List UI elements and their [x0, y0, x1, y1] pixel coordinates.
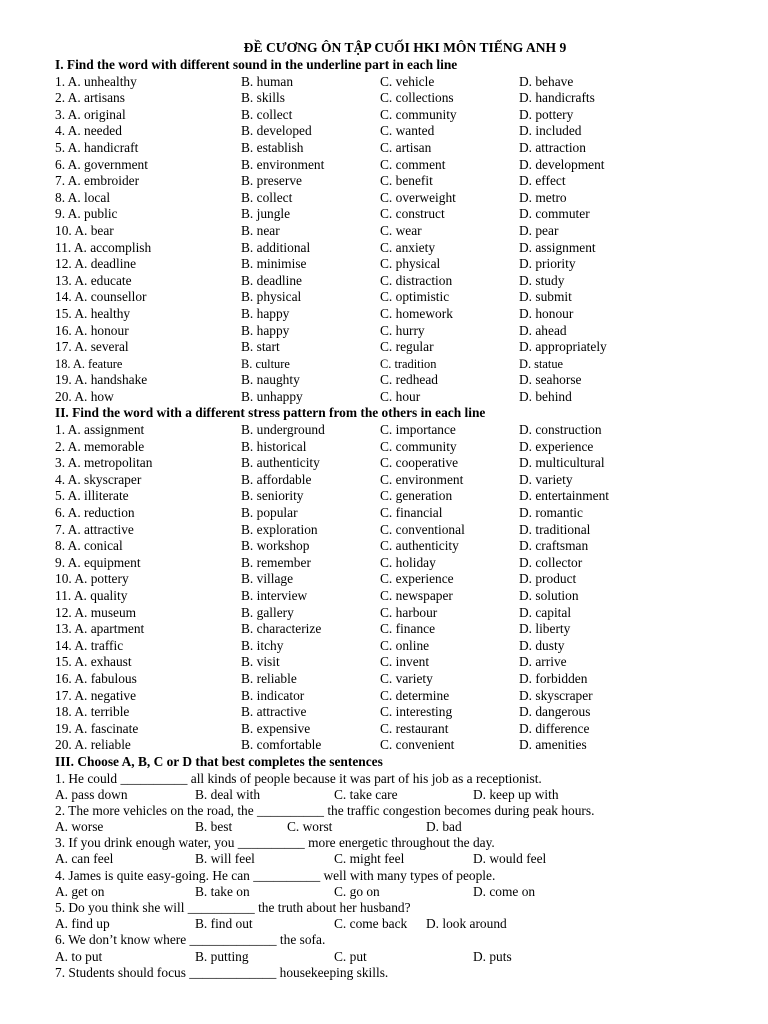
option-c: C. importance: [380, 422, 456, 438]
option-a: 12. A. museum: [55, 604, 137, 620]
option-a: A. pass down: [55, 786, 128, 802]
option-a: 14. A. counsellor: [55, 289, 147, 305]
option-b: B. happy: [241, 322, 290, 338]
option-c: C. regular: [380, 339, 434, 355]
option-a: 16. A. fabulous: [55, 670, 137, 686]
option-d: D. ahead: [519, 322, 567, 338]
option-c: C. variety: [380, 670, 433, 686]
question-row: [55, 638, 745, 655]
option-d: D. difference: [519, 720, 590, 736]
option-b: B. historical: [241, 438, 307, 454]
option-d: D. variety: [519, 471, 573, 487]
option-b: B. deal with: [195, 786, 261, 802]
option-c: C. cooperative: [380, 455, 459, 471]
option-c: C. online: [380, 637, 430, 653]
option-c: C. hour: [380, 388, 421, 404]
option-a: 9. A. public: [55, 206, 118, 222]
question-row: [55, 654, 745, 671]
option-c: C. come back: [334, 916, 408, 932]
section-2-heading: II. Find the word with a different stress pattern from the others in each line: [55, 405, 486, 421]
option-d: D. product: [519, 571, 577, 587]
option-a: A. can feel: [55, 851, 114, 867]
option-c: C. wanted: [380, 123, 435, 139]
option-d: D. attraction: [519, 139, 586, 155]
option-d: D. multicultural: [519, 455, 605, 471]
option-d: D. development: [519, 156, 605, 172]
option-c: C. put: [334, 948, 367, 964]
option-b: B. naughty: [241, 372, 300, 388]
question-row: [55, 173, 745, 190]
option-c: C. community: [380, 106, 457, 122]
option-d: D. metro: [519, 189, 567, 205]
option-d: D. bad: [426, 819, 462, 835]
option-b: B. gallery: [241, 604, 294, 620]
option-d: D. behind: [519, 388, 572, 404]
question-row: [55, 422, 745, 439]
question-5: 5. Do you think she will __________ the truth about her husband?: [55, 900, 411, 916]
option-c: C. homework: [380, 305, 453, 321]
question-5-options: [55, 916, 745, 932]
question-row: [55, 472, 745, 489]
option-a: 10. A. bear: [55, 222, 114, 238]
question-row: [55, 240, 745, 257]
option-b: B. collect: [241, 106, 293, 122]
option-a: 9. A. equipment: [55, 554, 141, 570]
option-a: 15. A. exhaust: [55, 654, 132, 670]
option-a: A. worse: [55, 819, 104, 835]
option-a: A. to put: [55, 948, 103, 964]
option-d: D. dusty: [519, 637, 565, 653]
option-b: B. attractive: [241, 704, 307, 720]
option-a: A. get on: [55, 883, 105, 899]
option-d: D. statue: [519, 356, 564, 371]
question-3-options: [55, 851, 745, 867]
question-2-options: [55, 819, 745, 835]
question-row: [55, 555, 745, 572]
option-a: 12. A. deadline: [55, 256, 137, 272]
option-a: 4. A. needed: [55, 123, 122, 139]
option-b: B. take on: [195, 883, 250, 899]
question-row: [55, 190, 745, 207]
option-b: B. exploration: [241, 521, 318, 537]
question-row: [55, 488, 745, 505]
question-row: [55, 306, 745, 323]
option-d: D. arrive: [519, 654, 567, 670]
question-6-options: [55, 949, 745, 965]
option-d: D. priority: [519, 256, 576, 272]
option-b: B. popular: [241, 505, 298, 521]
question-7: 7. Students should focus _____________ housekeeping skills.: [55, 964, 389, 980]
option-c: C. overweight: [380, 189, 456, 205]
option-d: D. dangerous: [519, 704, 591, 720]
option-b: B. culture: [241, 356, 290, 371]
question-row: [55, 339, 745, 356]
option-d: D. submit: [519, 289, 572, 305]
option-b: B. skills: [241, 90, 285, 106]
question-row: [55, 439, 745, 456]
question-row: [55, 455, 745, 472]
option-d: D. behave: [519, 73, 574, 89]
option-d: D. traditional: [519, 521, 591, 537]
option-d: D. craftsman: [519, 538, 589, 554]
option-d: D. seahorse: [519, 372, 582, 388]
question-row: [55, 505, 745, 522]
option-b: B. establish: [241, 139, 304, 155]
option-b: B. human: [241, 73, 294, 89]
option-a: 1. A. unhealthy: [55, 73, 137, 89]
question-row: [55, 123, 745, 140]
option-b: B. additional: [241, 239, 311, 255]
question-1-options: [55, 787, 745, 803]
option-b: B. jungle: [241, 206, 291, 222]
option-c: C. optimistic: [380, 289, 450, 305]
question-row: [55, 90, 745, 107]
question-row: [55, 323, 745, 340]
option-c: C. determine: [380, 687, 450, 703]
option-a: 14. A. traffic: [55, 637, 124, 653]
option-a: 3. A. metropolitan: [55, 455, 153, 471]
option-c: C. invent: [380, 654, 430, 670]
worksheet: [55, 40, 745, 981]
section-1-heading: I. Find the word with different sound in the underline part in each line: [55, 57, 458, 72]
option-a: 7. A. embroider: [55, 173, 140, 189]
option-a: 7. A. attractive: [55, 521, 134, 537]
section-3-heading: III. Choose A, B, C or D that best completes the sentences: [55, 753, 383, 769]
page-title: ĐỀ CƯƠNG ÔN TẬP CUỐI HKI MÔN TIẾNG ANH 9: [243, 40, 567, 55]
option-a: 15. A. healthy: [55, 305, 131, 321]
question-row: [55, 588, 745, 605]
question-row: [55, 688, 745, 705]
option-d: D. liberty: [519, 621, 571, 637]
option-c: C. collections: [380, 90, 454, 106]
option-a: 17. A. negative: [55, 687, 137, 703]
option-a: A. find up: [55, 916, 110, 932]
option-c: C. harbour: [380, 604, 438, 620]
option-b: B. near: [241, 222, 280, 238]
option-a: 20. A. reliable: [55, 737, 131, 753]
option-a: 11. A. quality: [55, 588, 128, 603]
option-c: C. take care: [334, 786, 398, 802]
option-b: B. itchy: [241, 637, 284, 653]
option-b: B. developed: [241, 123, 312, 139]
option-b: B. seniority: [241, 488, 304, 504]
option-d: D. pottery: [519, 106, 574, 122]
option-a: 8. A. conical: [55, 538, 123, 554]
question-3: 3. If you drink enough water, you __________ more energetic throughout the day.: [55, 835, 495, 851]
option-c: C. tradition: [380, 356, 437, 371]
option-b: B. minimise: [241, 256, 307, 272]
option-b: B. underground: [241, 422, 325, 438]
option-c: C. generation: [380, 488, 453, 504]
option-a: 6. A. reduction: [55, 505, 135, 521]
option-a: 16. A. honour: [55, 322, 129, 338]
option-c: C. community: [380, 438, 457, 454]
option-a: 19. A. fascinate: [55, 720, 139, 736]
option-a: 17. A. several: [55, 339, 129, 355]
option-b: B. expensive: [241, 720, 311, 736]
option-c: C. wear: [380, 222, 422, 238]
option-c: C. holiday: [380, 554, 436, 570]
option-d: D. assignment: [519, 239, 596, 255]
question-row: [55, 206, 745, 223]
option-b: B. characterize: [241, 621, 322, 637]
option-a: 8. A. local: [55, 189, 111, 205]
option-d: D. appropriately: [519, 339, 607, 355]
question-1: 1. He could __________ all kinds of people because it was part of his job as a receptionist.: [55, 770, 542, 786]
option-c: C. convenient: [380, 737, 455, 753]
option-b: B. preserve: [241, 173, 302, 189]
option-a: 11. A. accomplish: [55, 239, 152, 255]
question-row: [55, 289, 745, 306]
option-a: 1. A. assignment: [55, 422, 145, 438]
option-c: C. interesting: [380, 704, 453, 720]
option-a: 13. A. apartment: [55, 621, 145, 637]
option-d: D. puts: [473, 948, 512, 964]
option-a: 2. A. memorable: [55, 438, 145, 454]
option-d: D. commuter: [519, 206, 590, 222]
question-row: [55, 157, 745, 174]
option-b: B. authenticity: [241, 455, 320, 471]
option-d: D. effect: [519, 173, 566, 189]
section-2-list: [55, 422, 745, 754]
option-d: D. construction: [519, 422, 602, 438]
option-b: B. indicator: [241, 687, 305, 703]
option-a: 4. A. skyscraper: [55, 471, 142, 487]
question-row: [55, 223, 745, 240]
option-b: B. putting: [195, 948, 249, 964]
option-c: C. hurry: [380, 322, 425, 338]
question-row: [55, 538, 745, 555]
option-d: D. included: [519, 123, 582, 139]
option-a: 6. A. government: [55, 156, 148, 172]
question-row: [55, 704, 745, 721]
option-a: 18. A. feature: [55, 356, 123, 371]
option-a: 5. A. handicraft: [55, 139, 139, 155]
question-row: [55, 522, 745, 539]
option-d: D. capital: [519, 604, 572, 620]
option-d: D. romantic: [519, 505, 583, 521]
option-c: C. might feel: [334, 851, 405, 867]
option-c: C. restaurant: [380, 720, 449, 736]
option-d: D. honour: [519, 305, 574, 321]
question-row: [55, 721, 745, 738]
option-c: C. financial: [380, 505, 443, 521]
option-c: C. benefit: [380, 173, 433, 189]
option-b: B. interview: [241, 588, 308, 603]
section-1-list: [55, 74, 745, 406]
question-row: [55, 356, 745, 373]
question-row: [55, 74, 745, 91]
option-a: 2. A. artisans: [55, 90, 125, 106]
option-a: 5. A. illiterate: [55, 488, 129, 504]
question-row: [55, 605, 745, 622]
option-d: D. solution: [519, 588, 579, 603]
question-row: [55, 671, 745, 688]
question-row: [55, 107, 745, 124]
question-2: 2. The more vehicles on the road, the __________ the traffic congestion becomes during peak hours.: [55, 802, 595, 818]
option-d: D. entertainment: [519, 488, 609, 504]
option-b: B. will feel: [195, 851, 255, 867]
question-row: [55, 737, 745, 754]
option-c: C. redhead: [380, 372, 439, 388]
question-row: [55, 621, 745, 638]
option-c: C. distraction: [380, 272, 453, 288]
option-d: D. keep up with: [473, 786, 559, 802]
option-c: C. authenticity: [380, 538, 459, 554]
option-a: 19. A. handshake: [55, 372, 148, 388]
question-4: 4. James is quite easy-going. He can __________ well with many types of people.: [55, 867, 496, 883]
option-b: B. unhappy: [241, 388, 303, 404]
option-b: B. workshop: [241, 538, 310, 554]
option-b: B. happy: [241, 305, 290, 321]
option-c: C. vehicle: [380, 73, 435, 89]
option-d: D. pear: [519, 222, 559, 238]
question-row: [55, 389, 745, 406]
option-d: D. would feel: [473, 851, 547, 867]
question-row: [55, 273, 745, 290]
question-6: 6. We don’t know where _____________ the sofa.: [55, 932, 326, 948]
option-d: D. collector: [519, 554, 583, 570]
option-b: B. remember: [241, 554, 311, 570]
option-c: C. anxiety: [380, 239, 436, 255]
option-d: D. forbidden: [519, 670, 588, 686]
option-b: B. start: [241, 339, 280, 355]
option-a: 13. A. educate: [55, 272, 132, 288]
option-d: D. amenities: [519, 737, 587, 753]
option-c: C. experience: [380, 571, 454, 587]
option-a: 20. A. how: [55, 388, 114, 404]
option-b: B. environment: [241, 156, 325, 172]
question-4-options: [55, 884, 745, 900]
option-c: C. newspaper: [380, 588, 453, 603]
option-b: B. affordable: [241, 471, 312, 487]
option-d: D. study: [519, 272, 565, 288]
option-c: C. environment: [380, 471, 464, 487]
option-b: B. physical: [241, 289, 302, 305]
option-b: B. deadline: [241, 272, 302, 288]
option-c: C. physical: [380, 256, 441, 272]
option-c: C. go on: [334, 883, 380, 899]
option-c: C. worst: [287, 819, 333, 835]
option-c: C. comment: [380, 156, 446, 172]
option-b: B. village: [241, 571, 294, 587]
option-d: D. skyscraper: [519, 687, 593, 703]
option-c: C. conventional: [380, 521, 465, 537]
option-d: D. look around: [426, 916, 507, 932]
question-row: [55, 372, 745, 389]
question-row: [55, 140, 745, 157]
option-d: D. handicrafts: [519, 90, 595, 106]
option-d: D. come on: [473, 883, 536, 899]
question-row: [55, 256, 745, 273]
option-a: 10. A. pottery: [55, 571, 129, 587]
option-b: B. best: [195, 819, 233, 835]
option-b: B. comfortable: [241, 737, 322, 753]
option-b: B. visit: [241, 654, 280, 670]
option-a: 3. A. original: [55, 106, 126, 122]
question-row: [55, 571, 745, 588]
option-d: D. experience: [519, 438, 594, 454]
option-c: C. finance: [380, 621, 436, 637]
option-a: 18. A. terrible: [55, 704, 130, 720]
option-b: B. reliable: [241, 670, 297, 686]
option-b: B. find out: [195, 916, 253, 932]
option-c: C. construct: [380, 206, 445, 222]
option-c: C. artisan: [380, 139, 432, 155]
option-b: B. collect: [241, 189, 293, 205]
